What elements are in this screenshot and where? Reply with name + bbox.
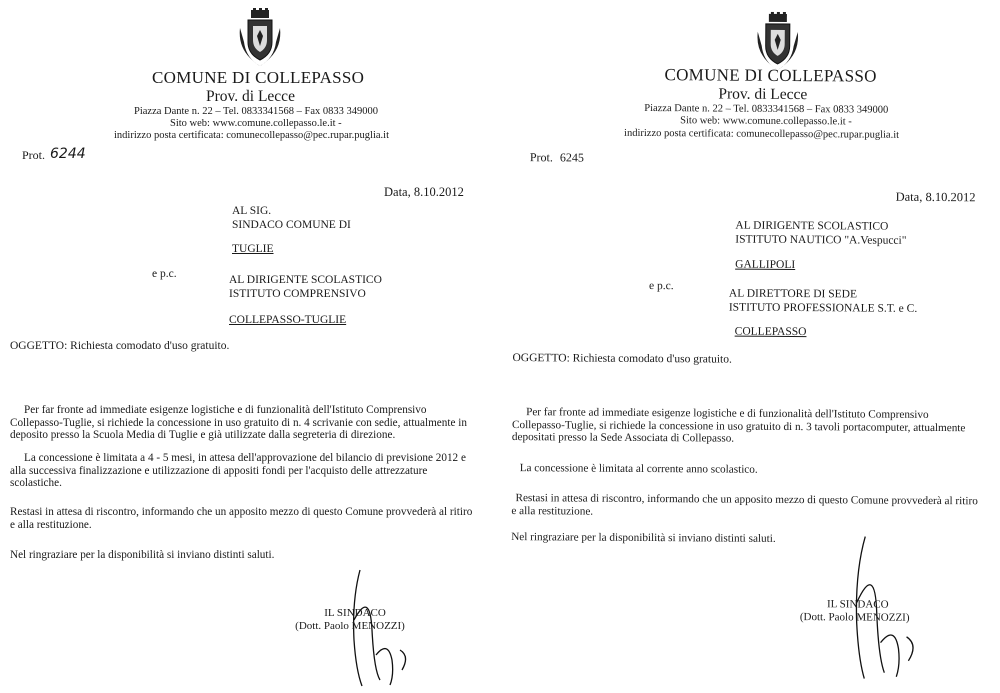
body-paragraph: Per far fronte ad immediate esigenze logistiche e di funzionalità dell'Istituto Comprensivo Collepasso-Tuglie, si richiede la concessione in uso gratuito di n. 4 scrivanie con sedie, attualmente in deposito presso la Scuola Media di Tuglie e già utilizzate dalla segreteria di direzione. bbox=[10, 404, 467, 442]
recipient-line: AL DIRIGENTE SCOLASTICO bbox=[229, 274, 382, 286]
protocol-label: Prot. bbox=[529, 150, 553, 165]
epc-label: e p.c. bbox=[648, 280, 674, 293]
epc-label: e p.c. bbox=[152, 268, 177, 280]
letter-right bbox=[500, 0, 1000, 693]
province: Prov. di Lecce bbox=[206, 88, 295, 105]
body-paragraph: Nel ringraziare per la disponibilità si inviano distinti saluti. bbox=[10, 549, 275, 561]
recipient-line: AL SIG. bbox=[232, 205, 272, 217]
comune-name: COMUNE DI COLLEPASSO bbox=[152, 68, 365, 87]
coat-of-arms-icon bbox=[236, 8, 284, 68]
recipient-city: GALLIPOLI bbox=[735, 258, 796, 272]
subject-line: OGGETTO: Richiesta comodato d'uso gratuito. bbox=[10, 340, 230, 352]
recipient-city: TUGLIE bbox=[232, 243, 274, 255]
signatory-title: IL SINDACO bbox=[826, 598, 889, 611]
recipient-line: AL DIRIGENTE SCOLASTICO bbox=[735, 219, 889, 233]
signatory-name: (Dott. Paolo MENOZZI) bbox=[295, 620, 405, 632]
protocol-number: 6244 bbox=[50, 146, 86, 162]
comune-name: COMUNE DI COLLEPASSO bbox=[664, 65, 877, 86]
body-paragraph: Restasi in attesa di riscontro, informando che un apposito mezzo di questo Comune provvederà al ritiro e alla restituzione. bbox=[10, 506, 473, 531]
recipient-line: ISTITUTO PROFESSIONALE S.T. e C. bbox=[728, 301, 918, 315]
body-paragraph: Restasi in attesa di riscontro, informando che un apposito mezzo di questo Comune provvederà al ritiro e alla restituzione. bbox=[511, 492, 978, 518]
recipient-line: SINDACO COMUNE DI bbox=[232, 219, 351, 231]
recipient-city: COLLEPASSO bbox=[734, 325, 807, 339]
address: Piazza Dante n. 22 – Tel. 0833341568 – Fax 0833 349000 bbox=[134, 106, 379, 117]
body-paragraph: Nel ringraziare per la disponibilità si inviano distinti saluti. bbox=[511, 531, 776, 545]
body-paragraph: Per far fronte ad immediate esigenze logistiche e di funzionalità dell'Istituto Comprensivo Collepasso-Tuglie, si richiede la concessione in uso gratuito di n. 3 tavoli portacomputer, attualmente depositati presso la Sede Associata di Collepasso. bbox=[511, 406, 966, 445]
letter-date: Data, 8.10.2012 bbox=[895, 189, 976, 205]
recipient-line: AL DIRETTORE DI SEDE bbox=[728, 287, 858, 301]
letter-left bbox=[0, 0, 500, 690]
signatory-name: (Dott. Paolo MENOZZI) bbox=[799, 611, 910, 624]
body-paragraph: La concessione è limitata al corrente anno scolastico. bbox=[519, 462, 758, 476]
letter-date: Data, 8.10.2012 bbox=[384, 185, 464, 199]
address: Piazza Dante n. 22 – Tel. 0833341568 – Fax 0833 349000 bbox=[644, 102, 889, 116]
pec-address: indirizzo posta certificata: comunecollepasso@pec.rupar.puglia.it bbox=[624, 127, 900, 141]
protocol-label: Prot. bbox=[22, 148, 46, 162]
recipient-line: ISTITUTO COMPRENSIVO bbox=[229, 288, 366, 300]
website: Sito web: www.comune.collepasso.le.it - bbox=[680, 115, 852, 128]
signatory-title: IL SINDACO bbox=[324, 607, 386, 619]
pec-address: indirizzo posta certificata: comunecollepasso@pec.rupar.puglia.it bbox=[114, 130, 389, 141]
protocol-number: 6245 bbox=[559, 150, 584, 165]
body-paragraph: La concessione è limitata a 4 - 5 mesi, in attesa dell'approvazione del bilancio di previsione 2012 e alla successiva finalizzazione e utilizzazione di appositi fondi per l'acquisto delle attrezzature scolastiche. bbox=[10, 452, 466, 490]
recipient-line: ISTITUTO NAUTICO "A.Vespucci" bbox=[735, 233, 907, 247]
website: Sito web: www.comune.collepasso.le.it - bbox=[170, 118, 342, 129]
coat-of-arms-icon bbox=[754, 12, 802, 72]
recipient-city: COLLEPASSO-TUGLIE bbox=[229, 314, 347, 326]
subject-line: OGGETTO: Richiesta comodato d'uso gratuito. bbox=[512, 352, 732, 366]
province: Prov. di Lecce bbox=[718, 85, 808, 104]
